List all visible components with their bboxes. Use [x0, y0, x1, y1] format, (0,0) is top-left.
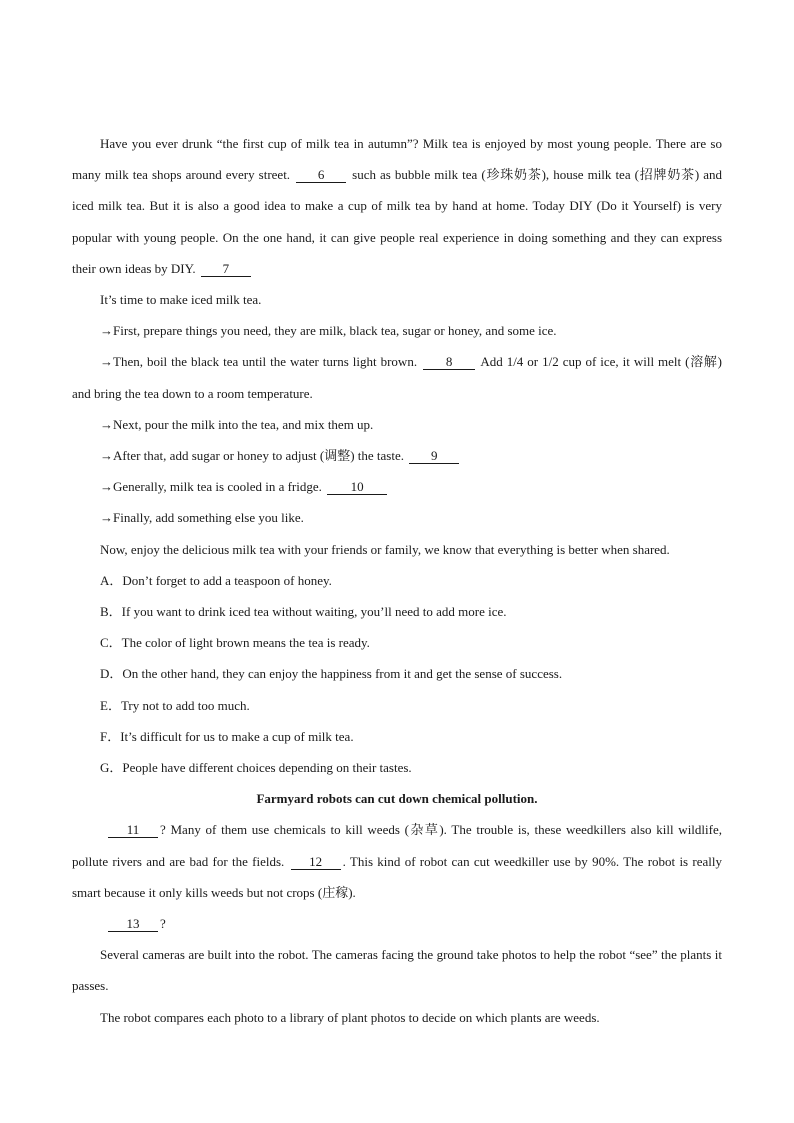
blank-9[interactable]: 9: [409, 448, 459, 464]
sentence: Have you ever drunk “the first cup of milk tea in autumn”? Milk tea is enjoyed by most young people. There are so many milk tea shops around every street.: [72, 136, 722, 183]
sentence: such as bubble milk tea (珍珠奶茶), house milk tea (招牌奶茶) and iced milk tea. But it is also a good idea to make a cup of milk tea by hand at home. Today DIY (Do it Yourself) is very popular with young people. On the one hand, it can give people real experience in doing something and they can express their own ideas by DIY.: [72, 167, 723, 276]
passage2-paragraph3: Several cameras are built into the robot. The cameras facing the ground take photos to help the robot “see” the plants it passes.: [72, 947, 722, 994]
sentence: ?: [160, 916, 166, 932]
sentence: →Then, boil the black tea until the water turns light brown.: [100, 354, 418, 370]
sentence: →After that, add sugar or honey to adjust (调整) the taste.: [100, 448, 404, 464]
passage1-closing: Now, enjoy the delicious milk tea with your friends or family, we know that everything is better when shared.: [100, 541, 670, 557]
blank-8[interactable]: 8: [423, 354, 475, 370]
option-e: E．Try not to add too much.: [100, 697, 250, 713]
blank-12[interactable]: 12: [291, 854, 341, 870]
option-d: D．On the other hand, they can enjoy the happiness from it and get the sense of success.: [100, 666, 563, 682]
sentence: Add 1/4 or 1/2 cup of ice, it will melt (溶解) and bring the tea down to a room temperature.: [72, 354, 722, 401]
step-after-that: [72, 440, 722, 471]
blank-7[interactable]: 7: [201, 261, 251, 277]
sentence: →Generally, milk tea is cooled in a fridge.: [100, 479, 322, 495]
blank-10[interactable]: 10: [327, 479, 387, 495]
passage1-paragraph1: [72, 128, 722, 284]
sentence: ? Many of them use chemicals to kill weeds (杂草). The trouble is, these weedkillers also kill wildlife, pollute rivers and are bad for the fields.: [72, 822, 722, 869]
passage2-paragraph1: [72, 814, 722, 908]
passage2-title: Farmyard robots can cut down chemical pollution.: [256, 791, 538, 807]
option-c: C．The color of light brown means the tea is ready.: [100, 635, 370, 651]
step-next: →Next, pour the milk into the tea, and mix them up.: [100, 416, 374, 432]
blank-13[interactable]: 13: [108, 916, 158, 932]
step-generally: [72, 471, 722, 502]
step-then: [72, 346, 722, 408]
sentence: . This kind of robot can cut weedkiller use by 90%. The robot is really smart because it only kills weeds but not crops (庄稼).: [72, 853, 722, 900]
passage2-paragraph2: [72, 908, 722, 939]
step-first: →First, prepare things you need, they are milk, black tea, sugar or honey, and some ice.: [100, 323, 557, 339]
option-f: F．It’s difficult for us to make a cup of milk tea.: [100, 728, 354, 744]
passage2-paragraph4: The robot compares each photo to a library of plant photos to decide on which plants are weeds.: [100, 1009, 600, 1025]
option-b: B．If you want to drink iced tea without waiting, you’ll need to add more ice.: [100, 604, 507, 620]
blank-6[interactable]: 6: [296, 167, 346, 183]
blank-11[interactable]: 11: [108, 822, 158, 838]
option-g: G．People have different choices depending on their tastes.: [100, 760, 412, 776]
step-finally: →Finally, add something else you like.: [100, 510, 304, 526]
passage1-paragraph2: It’s time to make iced milk tea.: [100, 292, 262, 308]
option-a: A．Don’t forget to add a teaspoon of honey.: [100, 572, 332, 588]
